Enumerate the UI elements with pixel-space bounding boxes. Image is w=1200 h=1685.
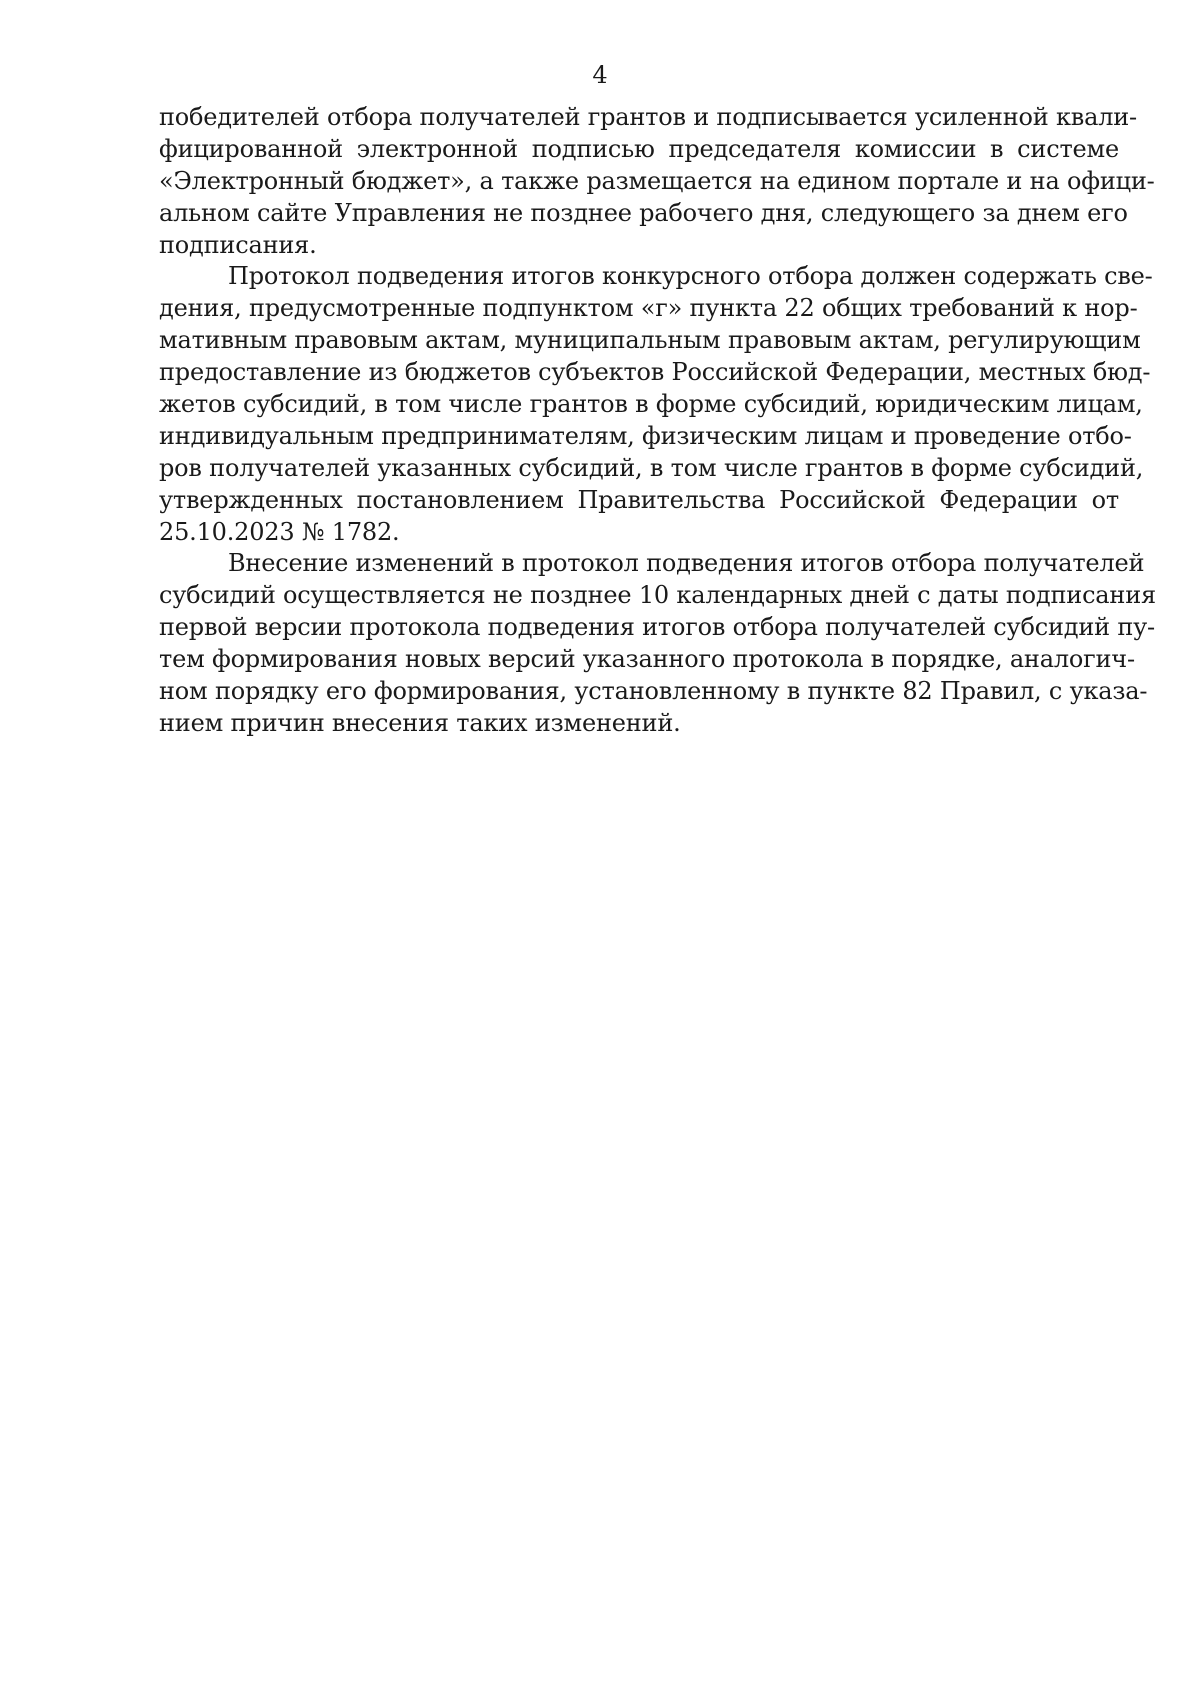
text-line: предоставление из бюджетов субъектов Российской Федерации, местных бюд-: [159, 358, 1151, 387]
text-line: нием причин внесения таких изменений.: [159, 708, 681, 737]
text-line: субсидий осуществляется не позднее 10 календарных дней с даты подписания: [159, 581, 1156, 610]
paragraph-1: [159, 102, 1155, 261]
page-number: 4: [592, 61, 608, 89]
text-line: утвержденных постановлением Правительства Российской Федерации от: [159, 485, 1119, 514]
text-line: подписания.: [159, 230, 317, 259]
text-line: Внесение изменений в протокол подведения итогов отбора получателей: [228, 549, 1145, 578]
text-line: ном порядку его формирования, установленному в пункте 82 Правил, с указа-: [159, 677, 1148, 706]
text-line: тем формирования новых версий указанного протокола в порядке, аналогич-: [159, 645, 1135, 674]
text-line: победителей отбора получателей грантов и подписывается усиленной квали-: [159, 103, 1137, 131]
text-line: альном сайте Управления не позднее рабочего дня, следующего за днем его: [159, 198, 1128, 227]
text-line: дения, предусмотренные подпунктом «г» пункта 22 общих требований к нор-: [159, 294, 1138, 323]
paragraph-3: [159, 548, 1156, 739]
text-line: мативным правовым актам, муниципальным правовым актам, регулирующим: [159, 326, 1141, 355]
text-line: индивидуальным предпринимателям, физическим лицам и проведение отбо-: [159, 421, 1132, 450]
text-line: Протокол подведения итогов конкурсного отбора должен содержать све-: [228, 262, 1153, 291]
text-line: «Электронный бюджет», а также размещается на едином портале и на офици-: [159, 166, 1155, 195]
paragraph-2: [159, 261, 1153, 548]
text-line: жетов субсидий, в том числе грантов в форме субсидий, юридическим лицам,: [159, 390, 1143, 419]
document-body: [159, 102, 1156, 740]
text-line: фицированной электронной подписью председателя комиссии в системе: [159, 134, 1119, 163]
text-line: первой версии протокола подведения итогов отбора получателей субсидий пу-: [159, 613, 1155, 642]
text-line: ров получателей указанных субсидий, в том числе грантов в форме субсидий,: [159, 453, 1144, 482]
text-line: 25.10.2023 № 1782.: [159, 517, 400, 546]
